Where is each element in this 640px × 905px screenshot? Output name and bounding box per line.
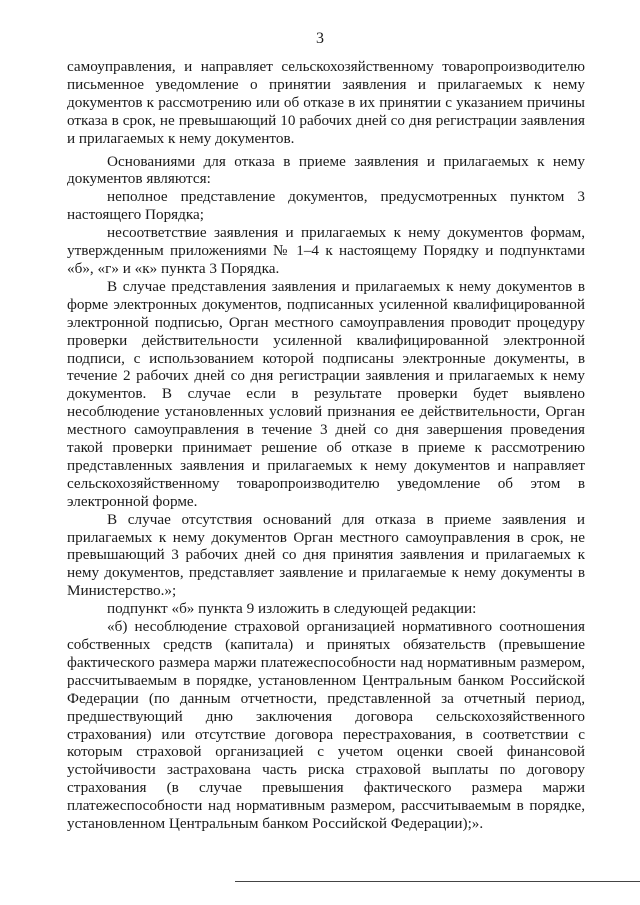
paragraph-ground-incomplete: неполное представление документов, предусмотренных пунктом 3 настоящего Порядка; bbox=[67, 188, 585, 224]
bottom-rule bbox=[235, 881, 640, 882]
document-body bbox=[67, 58, 585, 833]
page-number: 3 bbox=[316, 30, 324, 47]
paragraph-subpoint-b-text: «б) несоблюдение страховой организацией нормативного соотношения собственных средств (капитала) и принятых обязательств (превышение фактического размера маржи платежеспособности над нормативным размером, рассчитываемым в порядке, установленном Центральным банком Российской Федерации (по данным отчетности, представленной за отчетный период, предшествующий дню заключения договора сельскохозяйственного страхования) или отсутствие договора перестрахования, в соответствии с которым страховой организацией с учетом оценки своей финансовой устойчивости застрахована часть риска страховой выплаты по договору страхования (в случае превышения фактического размера маржи платежеспособности над нормативным размером, рассчитываемым в порядке, установленном Центральным банком Российской Федерации);». bbox=[67, 618, 585, 833]
paragraph-no-grounds: В случае отсутствия оснований для отказа в приеме заявления и прилагаемых к нему документов Орган местного самоуправления в срок, не превышающий 3 рабочих дней со дня принятия заявления и прилагаемых к нему документов, представляет заявление и прилагаемые к нему документы в Министерство.»; bbox=[67, 510, 585, 600]
paragraph-ground-nonconformity: несоответствие заявления и прилагаемых к нему документов формам, утвержденным приложениями № 1–4 к настоящему Порядку и подпунктами «б», «г» и «к» пункта 3 Порядка. bbox=[67, 224, 585, 277]
paragraph-continuation: самоуправления, и направляет сельскохозяйственному товаропроизводителю письменное уведомление о принятии заявления и прилагаемых к нему документов к рассмотрению или об отказе в их принятии с указанием причины отказа в срок, не превышающий 10 рабочих дней со дня регистрации заявления и прилагаемых к нему документов. bbox=[67, 58, 585, 147]
paragraph-subpoint-b-intro: подпункт «б» пункта 9 изложить в следующей редакции: bbox=[107, 600, 477, 618]
paragraph-electronic-documents: В случае представления заявления и прилагаемых к нему документов в форме электронных документов, подписанных усиленной квалифицированной электронной подписью, Орган местного самоуправления проводит процедуру проверки действительности усиленной квалифицированной электронной подписи, с использованием которой подписаны электронные документы, в течение 2 рабочих дней со дня регистрации заявления и прилагаемых к нему документов. В случае если в результате проверки будет выявлено несоблюдение установленных условий признания ее действительности, Орган местного самоуправления в течение 3 дней со дня завершения проведения такой проверки принимает решение об отказе в приеме к рассмотрению представленных заявления и прилагаемых к нему документов и направляет сельскохозяйственному товаропроизводителю уведомление об этом в электронной форме. bbox=[67, 277, 585, 510]
paragraph-grounds-intro: Основаниями для отказа в приеме заявления и прилагаемых к нему документов являются: bbox=[67, 152, 585, 188]
